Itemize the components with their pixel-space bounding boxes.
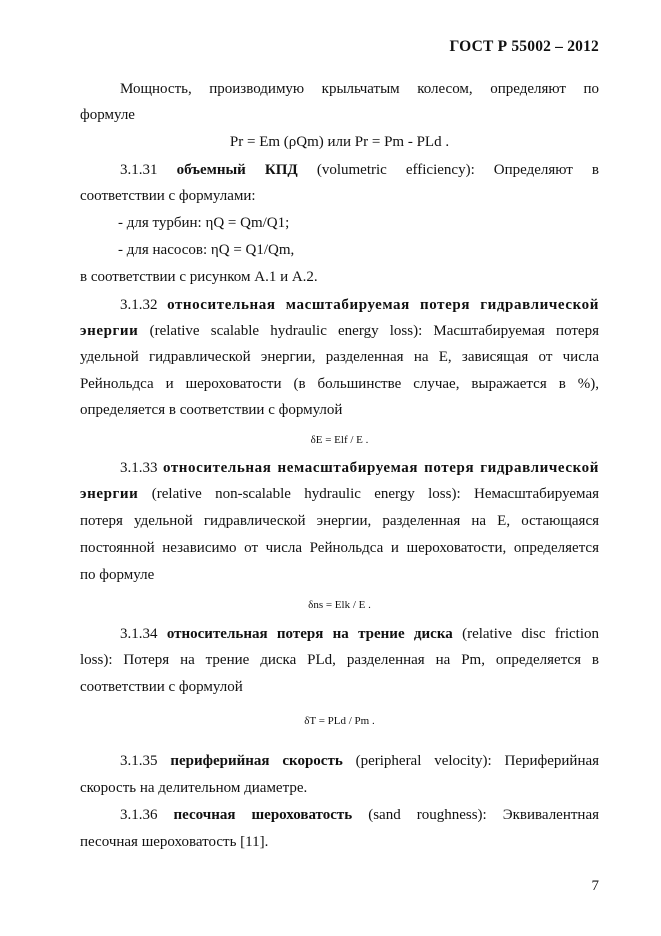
- section-3-1-31-line-2: соответствии с формулами:: [80, 188, 256, 204]
- term-scalable-loss-cont: энергии: [80, 323, 139, 339]
- section-3-1-32-line-1: [120, 296, 599, 314]
- term-description: (peripheral velocity): Периферийная: [355, 753, 600, 769]
- section-3-1-33-line-2: [80, 485, 599, 503]
- term-description: (relative disc friction: [462, 626, 600, 642]
- section-3-1-33-line-4: постоянной независимо от числа Рейнольдса и шероховатости, определяется: [80, 540, 599, 556]
- term-volumetric-efficiency: объемный КПД: [176, 162, 298, 178]
- section-3-1-32-line-4: Рейнольдса и шероховатости (в большинстве случае, выражается в %),: [80, 376, 599, 392]
- term-description: (volumetric efficiency): Определяют в: [316, 162, 600, 178]
- term-disc-friction-loss: относительная потеря на трение диска: [166, 626, 453, 642]
- section-3-1-34-line-3: соответствии с формулой: [80, 679, 243, 695]
- section-number: 3.1.32: [120, 297, 158, 313]
- power-paragraph-line-2: формуле: [80, 107, 135, 123]
- term-description: (relative non-scalable hydraulic energy loss): Немасштабируемая: [151, 486, 600, 502]
- turbine-formula: - для турбин: ηQ = Qm/Q1;: [118, 215, 290, 231]
- pump-formula: - для насосов: ηQ = Q1/Qm,: [118, 242, 295, 258]
- section-3-1-35-line-2: скорость на делительном диаметре.: [80, 780, 308, 796]
- power-formula: Pr = Em (ρQm) или Pr = Pm - PLd .: [229, 134, 450, 150]
- section-3-1-36-line-2: песочная шероховатость [11].: [80, 834, 269, 850]
- term-scalable-loss: относительная масштабируемая потеря гидравлической: [167, 297, 600, 313]
- section-3-1-32-line-5: определяется в соответствии с формулой: [80, 402, 343, 418]
- scalable-loss-formula: δE = Elf / E .: [310, 434, 369, 446]
- document-code-header: ГОСТ Р 55002 – 2012: [449, 38, 599, 55]
- term-non-scalable-loss-cont: энергии: [80, 486, 139, 502]
- non-scalable-loss-formula: δns = Elk / E .: [308, 599, 371, 611]
- section-3-1-32-line-3: удельной гидравлической энергии, разделенная на E, зависящая от числа: [80, 349, 599, 365]
- section-3-1-33-line-5: по формуле: [80, 567, 155, 583]
- section-3-1-34-line-2: loss): Потеря на трение диска PLd, разделенная на Pm, определяется в: [80, 652, 599, 668]
- section-number: 3.1.36: [120, 807, 158, 823]
- term-non-scalable-loss: относительная немасштабируемая потеря гидравлической: [162, 460, 600, 476]
- term-peripheral-velocity: периферийная скорость: [170, 753, 343, 769]
- section-3-1-34-line-1: [120, 625, 599, 643]
- term-description: (sand roughness): Эквивалентная: [368, 807, 599, 823]
- section-number: 3.1.34: [120, 626, 158, 642]
- section-3-1-33-line-3: потеря удельной гидравлической энергии, разделенная на E, остающаяся: [80, 513, 599, 529]
- disc-friction-formula: δT = PLd / Pm .: [304, 715, 375, 727]
- section-3-1-35-line-1: [120, 752, 599, 770]
- page-number: 7: [591, 878, 599, 894]
- section-3-1-36-line-1: [120, 806, 599, 824]
- section-3-1-33-line-1: [120, 459, 599, 477]
- section-3-1-31-line-1: [120, 161, 599, 179]
- section-3-1-31-line-5: в соответствии с рисунком А.1 и А.2.: [80, 269, 318, 285]
- section-3-1-32-line-2: [80, 322, 599, 340]
- section-number: 3.1.31: [120, 162, 158, 178]
- term-sand-roughness: песочная шероховатость: [173, 807, 353, 823]
- term-description: (relative scalable hydraulic energy loss): Масштабируемая потеря: [149, 323, 599, 339]
- section-number: 3.1.35: [120, 753, 158, 769]
- section-number: 3.1.33: [120, 460, 158, 476]
- power-paragraph-line-1: Мощность, производимую крыльчатым колесом, определяют по: [120, 81, 599, 97]
